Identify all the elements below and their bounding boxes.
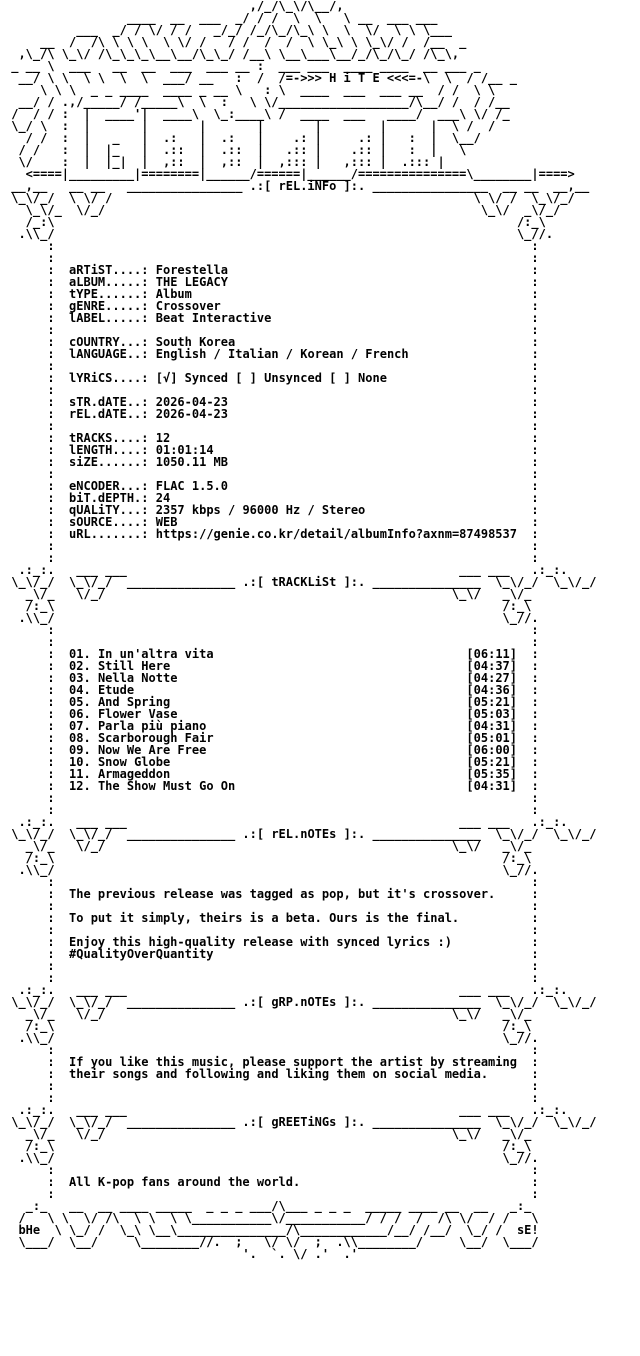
track-duration: [04:31]: [466, 719, 517, 733]
banner-line: ___ _/ / \/ / / _/_/ /_/\_/\_\ \ \ \/ \ \ \___: [4, 23, 452, 37]
info-key: uRL.......:: [69, 527, 149, 541]
track-number: 09.: [69, 743, 91, 757]
footer-line: bHe \ \_/ / \_\ \__\_______________/\____________/__/ /__/ \_/ / sE!: [4, 1223, 539, 1237]
track-duration: [05:21]: [466, 755, 517, 769]
info-row: : eNCODER...: FLAC 1.5.0 :: [4, 479, 539, 493]
track-title: The Show Must Go On: [97, 779, 236, 793]
track-number: 11.: [69, 767, 91, 781]
frame-blank: : :: [4, 623, 539, 637]
divider-deco: .\\_/ \_//.: [4, 1031, 539, 1045]
banner-line: __/ / .,/_____/ /_____\ \ : \ \/__________________/\__/ / / /__: [4, 95, 510, 109]
info-value: 01:01:14: [155, 443, 214, 457]
frame-blank: : :: [4, 923, 539, 937]
frame-blank: : :: [4, 899, 539, 913]
divider-deco: /:_\ /:_\: [4, 851, 532, 865]
info-value: Forestella: [155, 263, 228, 277]
banner-line: \ \ \ _ _ ____ ____ _ __ \ : \ ____ ___ ___ __ / / \ \: [4, 83, 496, 97]
banner-line: ____ __ ___ _/ / / \ \ \ __ ___ ___: [4, 11, 438, 25]
info-key: lABEL.....:: [69, 311, 149, 325]
frame-blank: : :: [4, 323, 539, 337]
track-number: 06.: [69, 707, 91, 721]
track-title: Still Here: [97, 659, 171, 673]
divider-deco: _\/_ \/_/ \_\/ _\/_: [4, 1007, 532, 1021]
section-title: .:[ gREETiNGs ]:.: [242, 1115, 366, 1129]
info-key: eNCODER...:: [69, 479, 149, 493]
grp-note-line: : If you like this music, please support the artist by streaming :: [4, 1055, 539, 1069]
banner-line: / / : | |_ | .:: | .:: | .:: | .:: | : | \: [4, 143, 467, 157]
track-row: : 09. Now We Are Free [06:00] :: [4, 743, 539, 757]
info-value: 12: [155, 431, 171, 445]
track-duration: [04:36]: [466, 683, 517, 697]
section-divider: \_\/_/ \_\/_/ _______________ .:[ gRP.nOTEs ]:. _______________ \_\/_/ \_\/_/: [4, 995, 597, 1009]
frame-content: If you like this music, please support the artist by streaming: [69, 1055, 517, 1069]
track-duration: [05:21]: [466, 695, 517, 709]
info-value: English / Italian / Korean / French: [155, 347, 409, 361]
track-duration: [05:01]: [466, 731, 517, 745]
track-title: In un'altra vita: [97, 647, 214, 661]
banner-line: __,__ __ __ ________________ .:[ rEL.iNFo ]:. ________________ __ __ __,__: [4, 179, 590, 193]
banner-line: \_\/_ \/_/ \_\/ _\/_/: [4, 203, 561, 217]
frame-content: their songs and following and liking them on social media.: [69, 1067, 489, 1081]
track-title: Nella Notte: [97, 671, 178, 685]
track-row: : 02. Still Here [04:37] :: [4, 659, 539, 673]
banner-line: __ / /\ \ \ \ \ \/ / / / / / \ \_\ \ \_\/ / /__ _: [4, 35, 467, 49]
info-row: : siZE......: 1050.11 MB :: [4, 455, 539, 469]
banner-line: \/ : | |_| | ,:: | ,:: | ,::: | ,::: | .::: |: [4, 155, 474, 169]
frame-blank: : :: [4, 539, 539, 553]
divider-deco: /:_\ /:_\: [4, 1139, 532, 1153]
frame-blank: : :: [4, 1091, 539, 1105]
track-row: : 03. Nella Notte [04:27] :: [4, 671, 539, 685]
track-row: : 07. Parla più piano [04:31] :: [4, 719, 539, 733]
frame-blank: : :: [4, 239, 539, 253]
track-row: : 08. Scarborough Fair [05:01] :: [4, 731, 539, 745]
info-key: rEL.dATE..:: [69, 407, 149, 421]
frame-blank: : :: [4, 1079, 539, 1093]
info-value: [√] Synced [ ] Unsynced [ ] None: [155, 371, 387, 385]
note-line: : To put it simply, theirs is a beta. Ours is the final. :: [4, 911, 539, 925]
footer-line: _:_ __ __ ____ _____ _ _ _ ___/\___ _ _ _ _____ ____ __ __ _:_: [4, 1199, 532, 1213]
track-title: Snow Globe: [97, 755, 171, 769]
info-value: South Korea: [155, 335, 236, 349]
info-row: : tRACKS....: 12 :: [4, 431, 539, 445]
section-title: .:[ tRACKLiSt ]:.: [242, 575, 366, 589]
track-row: : 01. In un'altra vita [06:11] :: [4, 647, 539, 661]
track-row: : 10. Snow Globe [05:21] :: [4, 755, 539, 769]
frame-blank: : :: [4, 359, 539, 373]
track-duration: [06:00]: [466, 743, 517, 757]
info-row: : biT.dEPTH.: 24 :: [4, 491, 539, 505]
track-number: 03.: [69, 671, 91, 685]
info-key: tRACKS....:: [69, 431, 149, 445]
divider-deco: _\/_ \/_/ \_\/ _\/_: [4, 587, 532, 601]
track-row: : 11. Armageddon [05:35] :: [4, 767, 539, 781]
info-row: : gENRE.....: Crossover :: [4, 299, 539, 313]
frame-blank: : :: [4, 1187, 539, 1201]
info-key: qUALiTY...:: [69, 503, 149, 517]
frame-blank: : :: [4, 251, 539, 265]
info-row: : tYPE......: Album :: [4, 287, 539, 301]
track-duration: [04:27]: [466, 671, 517, 685]
divider-deco: _\/_ \/_/ \_\/ _\/_: [4, 839, 532, 853]
section-divider: \_\/_/ \_\/_/ _______________ .:[ tRACKLiSt ]:. _______________ \_\/_/ \_\/_/: [4, 575, 597, 589]
info-value: 2026-04-23: [155, 395, 228, 409]
note-line: : Enjoy this high-quality release with synced lyrics :) :: [4, 935, 539, 949]
info-row: : sTR.dATE..: 2026-04-23 :: [4, 395, 539, 409]
info-row: : aRTiST....: Forestella :: [4, 263, 539, 277]
info-key: aLBUM.....:: [69, 275, 149, 289]
info-row: : lYRiCS....: [√] Synced [ ] Unsynced [ ] None :: [4, 371, 539, 385]
footer-line: \___/ \__/ \________//. ; \/ \/ ; .\\________/ \__/ \___/: [4, 1235, 539, 1249]
banner-line: _ __ \ ___ __ __ ___ ___ __ : ___ ___ ____ ____ __ ___ _: [4, 59, 481, 73]
track-number: 10.: [69, 755, 91, 769]
track-duration: [05:35]: [466, 767, 517, 781]
divider-deco: .\\_/ \_//.: [4, 863, 539, 877]
frame-content: #QualityOverQuantity: [69, 947, 214, 961]
track-title: And Spring: [97, 695, 171, 709]
frame-blank: : :: [4, 635, 539, 649]
footer-line: / \ \ \/ /\ \ \ \ \___________\/___________/ / / / /\ \/ / / \: [4, 1211, 539, 1225]
track-number: 04.: [69, 683, 91, 697]
track-number: 08.: [69, 731, 91, 745]
section-divider: \_\/_/ \_\/_/ _______________ .:[ rEL.nOTEs ]:. _______________ \_\/_/ \_\/_/: [4, 827, 597, 841]
frame-content: The previous release was tagged as pop, but it's crossover.: [69, 887, 496, 901]
frame-content: To put it simply, theirs is a beta. Ours is the final.: [69, 911, 460, 925]
info-value: 1050.11 MB: [155, 455, 228, 469]
section-title: .:[ gRP.nOTEs ]:.: [242, 995, 366, 1009]
info-key: gENRE.....:: [69, 299, 149, 313]
frame-blank: : :: [4, 971, 539, 985]
info-row: : lABEL.....: Beat Interactive :: [4, 311, 539, 325]
track-number: 01.: [69, 647, 91, 661]
section-divider: \_\/_/ \_\/_/ _______________ .:[ gREETiNGs ]:. _______________ \_\/_/ \_\/_/: [4, 1115, 597, 1129]
info-value: FLAC 1.5.0: [155, 479, 228, 493]
banner-line: / / : | _ | .: | .: | .: | .: | : | \__/: [4, 131, 481, 145]
section-title: .:[ rEL.nOTEs ]:.: [242, 827, 366, 841]
info-value: Album: [155, 287, 192, 301]
frame-blank: : :: [4, 551, 539, 565]
track-title: Etude: [97, 683, 135, 697]
track-row: : 05. And Spring [05:21] :: [4, 695, 539, 709]
divider-deco: .\\_/ \_//.: [4, 611, 539, 625]
track-number: 07.: [69, 719, 91, 733]
track-duration: [05:03]: [466, 707, 517, 721]
track-title: Flower Vase: [97, 707, 178, 721]
info-value: https://genie.co.kr/detail/albumInfo?axnm=87498537: [155, 527, 517, 541]
frame-blank: : :: [4, 467, 539, 481]
info-value: Crossover: [155, 299, 221, 313]
info-row: : qUALiTY...: 2357 kbps / 96000 Hz / Stereo :: [4, 503, 539, 517]
banner-line: __/ \ \ \ \ \ \ ___/ __ : / /=->>> H i T E <<<=-\ \ / /__ _: [4, 71, 517, 85]
info-row: : uRL.......: https://genie.co.kr/detail/albumInfo?axnm=87498537 :: [4, 527, 539, 541]
frame-blank: : :: [4, 419, 539, 433]
banner-line: \_/ \ : | | | | | | | \ / /: [4, 119, 496, 133]
footer-line: '. `. \/ .' .': [4, 1247, 359, 1261]
info-row: : lENGTH....: 01:01:14 :: [4, 443, 539, 457]
frame-blank: : :: [4, 791, 539, 805]
info-key: aRTiST....:: [69, 263, 149, 277]
track-number: 12.: [69, 779, 91, 793]
grp-note-line: : their songs and following and liking them on social media. :: [4, 1067, 539, 1081]
track-number: 05.: [69, 695, 91, 709]
info-row: : sOURCE....: WEB :: [4, 515, 539, 529]
greeting-line: : All K-pop fans around the world. :: [4, 1175, 539, 1189]
banner-line: .\\_/ \_//.: [4, 227, 554, 241]
info-key: sOURCE....:: [69, 515, 149, 529]
divider-deco: _\/_ \/_/ \_\/ _\/_: [4, 1127, 532, 1141]
track-title: Now We Are Free: [97, 743, 207, 757]
frame-content: Enjoy this high-quality release with synced lyrics :): [69, 935, 452, 949]
info-value: Beat Interactive: [155, 311, 272, 325]
info-value: WEB: [155, 515, 178, 529]
divider-deco: .\\_/ \_//.: [4, 1151, 539, 1165]
info-row: : rEL.dATE..: 2026-04-23 :: [4, 407, 539, 421]
track-row: : 12. The Show Must Go On [04:31] :: [4, 779, 539, 793]
info-key: lANGUAGE..:: [69, 347, 149, 361]
frame-blank: : :: [4, 1043, 539, 1057]
divider-deco: /:_\ /:_\: [4, 599, 532, 613]
banner-line: \_\/_/ \ \/ / \ \/ / \_\/_/: [4, 191, 575, 205]
info-key: tYPE......:: [69, 287, 149, 301]
info-value: 2026-04-23: [155, 407, 228, 421]
banner-line: /_:\ /:_\: [4, 215, 546, 229]
track-title: Scarborough Fair: [97, 731, 214, 745]
info-key: siZE......:: [69, 455, 149, 469]
frame-blank: : :: [4, 959, 539, 973]
banner-line: <====|_________|========|______/======|______/===============\________|====>: [4, 167, 575, 181]
frame-blank: : :: [4, 383, 539, 397]
divider-top: .:_:. ___ ___ ___ ___ .:_:.: [4, 563, 568, 577]
track-number: 02.: [69, 659, 91, 673]
divider-top: .:_:. ___ ___ ___ ___ .:_:.: [4, 815, 568, 829]
info-value: 2357 kbps / 96000 Hz / Stereo: [155, 503, 366, 517]
info-key: lENGTH....:: [69, 443, 149, 457]
frame-blank: : :: [4, 1163, 539, 1177]
divider-top: .:_:. ___ ___ ___ ___ .:_:.: [4, 983, 568, 997]
info-key: sTR.dATE..:: [69, 395, 149, 409]
track-title: Armageddon: [97, 767, 171, 781]
banner-line: ,/_/\_\/\__/,: [4, 0, 344, 13]
note-line: : #QualityOverQuantity :: [4, 947, 539, 961]
info-row: : aLBUM.....: THE LEGACY :: [4, 275, 539, 289]
info-value: 24: [155, 491, 171, 505]
banner-line: ,\_/\ \_\/ /\_\_\_\__\__/\_\_/ /__\ \__\___\__/_/\_/\_/ /\_\,: [4, 47, 460, 61]
track-row: : 04. Etude [04:36] :: [4, 683, 539, 697]
track-duration: [04:31]: [466, 779, 517, 793]
frame-blank: : :: [4, 875, 539, 889]
track-title: Parla più piano: [97, 719, 207, 733]
track-duration: [04:37]: [466, 659, 517, 673]
note-line: : The previous release was tagged as pop, but it's crossover. :: [4, 887, 539, 901]
info-key: cOUNTRY...:: [69, 335, 149, 349]
divider-deco: /:_\ /:_\: [4, 1019, 532, 1033]
info-value: THE LEGACY: [155, 275, 228, 289]
info-key: biT.dEPTH.:: [69, 491, 149, 505]
track-duration: [06:11]: [466, 647, 517, 661]
divider-top: .:_:. ___ ___ ___ ___ .:_:.: [4, 1103, 568, 1117]
banner-line: / / / : | ____'| ____\ \_:____\ / ____ ___ ____/ ___\ \/ /_: [4, 107, 510, 121]
info-row: : lANGUAGE..: English / Italian / Korean / French :: [4, 347, 539, 361]
nfo-document: [4, 0, 636, 1356]
info-key: lYRiCS....:: [69, 371, 149, 385]
frame-content: All K-pop fans around the world.: [69, 1175, 301, 1189]
track-row: : 06. Flower Vase [05:03] :: [4, 707, 539, 721]
frame-blank: : :: [4, 803, 539, 817]
info-row: : cOUNTRY...: South Korea :: [4, 335, 539, 349]
